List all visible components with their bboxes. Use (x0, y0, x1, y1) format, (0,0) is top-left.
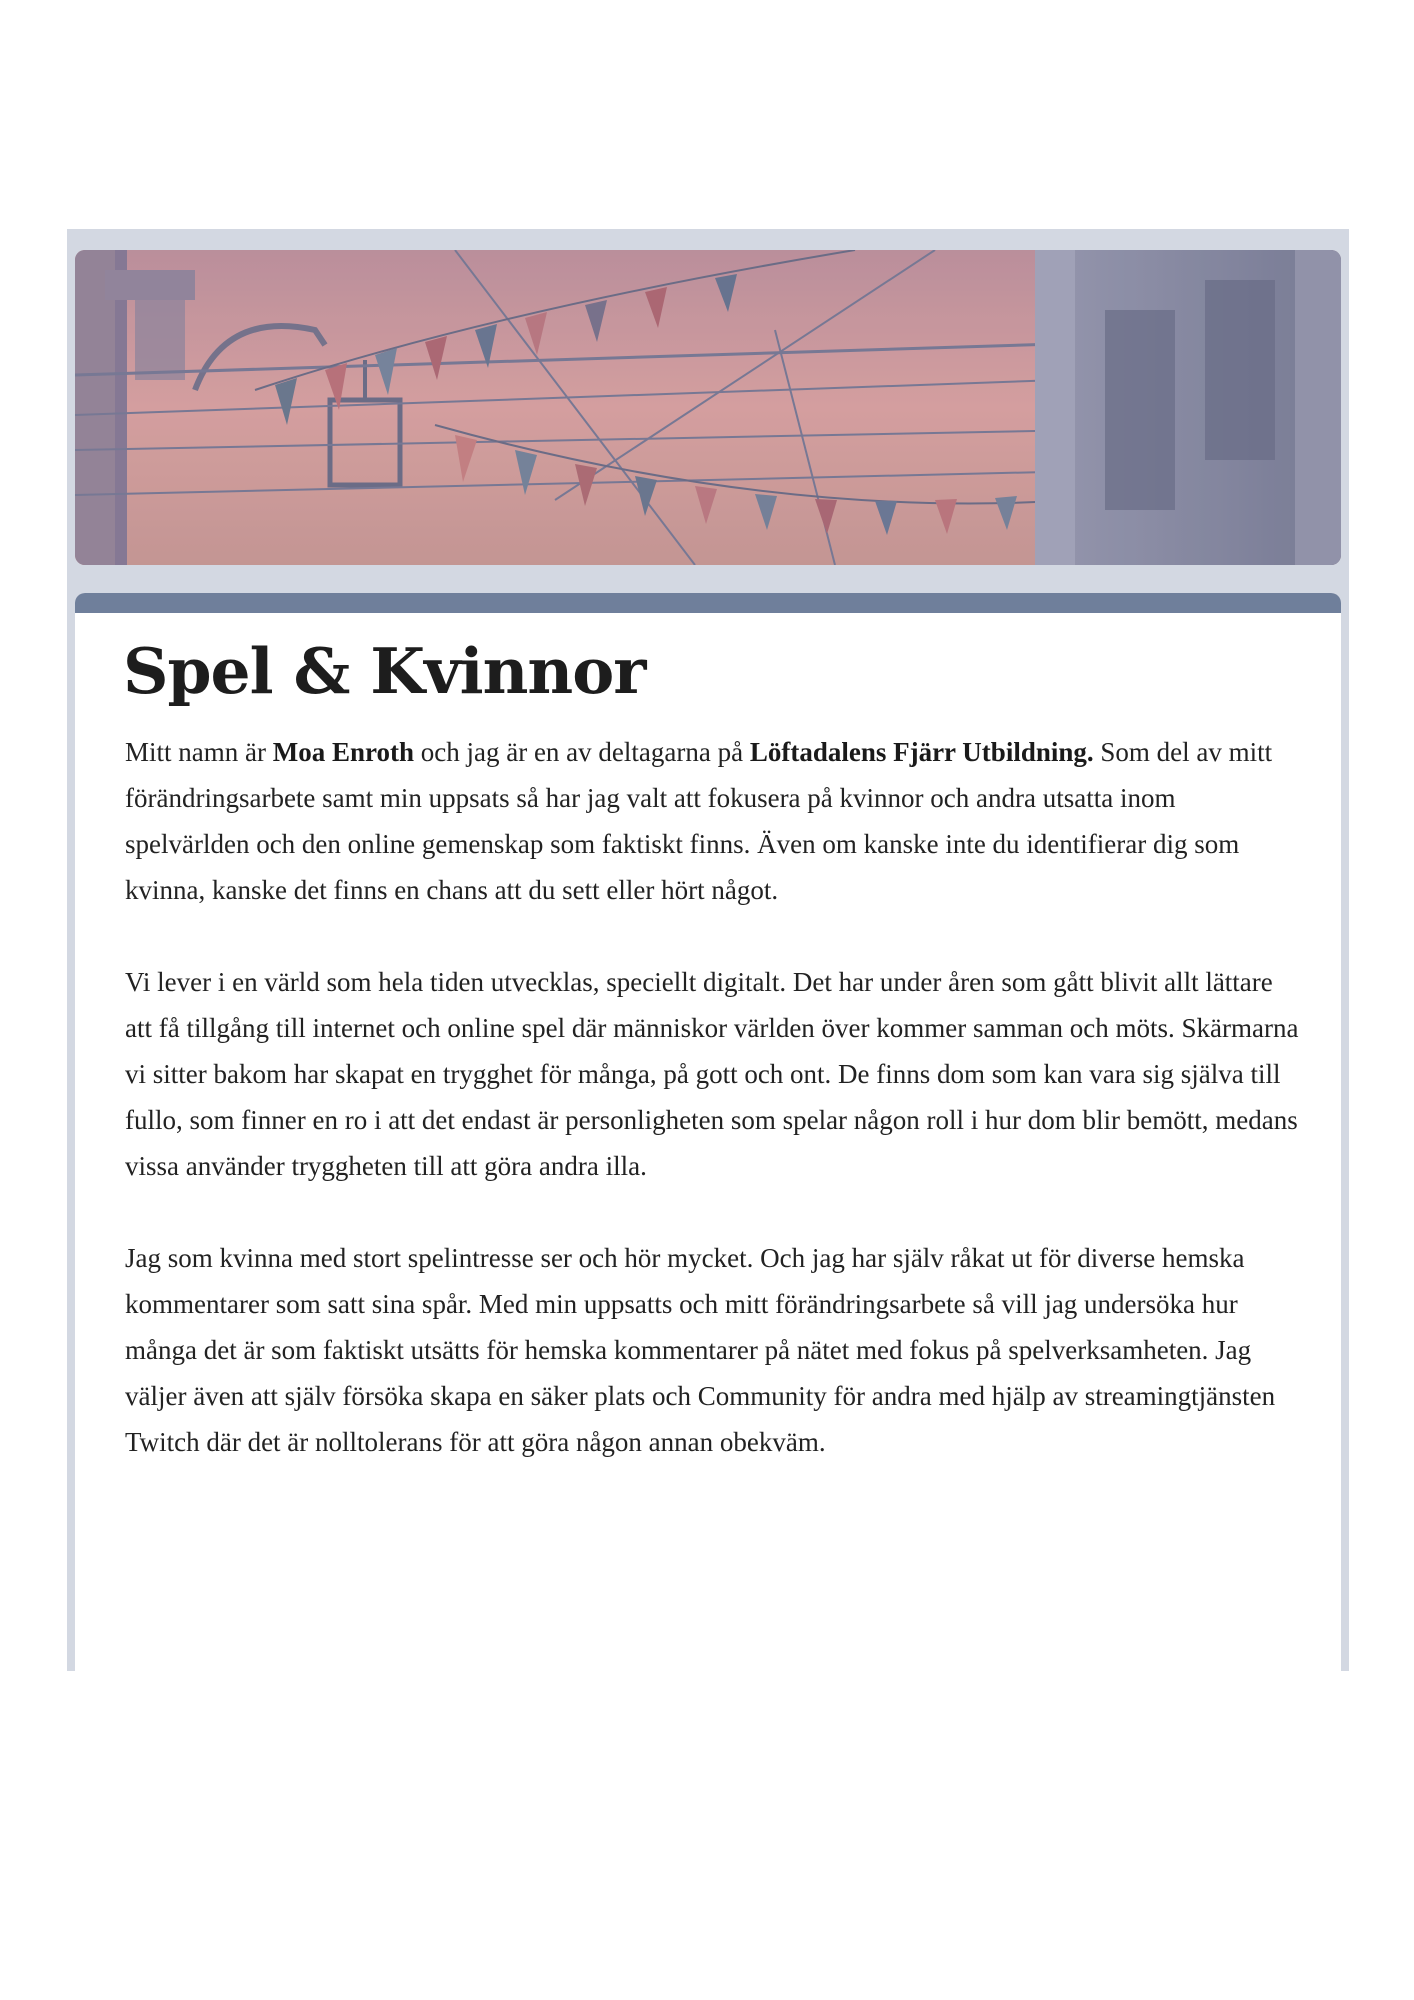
street-bunting-illustration (75, 250, 1341, 565)
intro-text-middle: och jag är en av deltagarna på (414, 737, 750, 767)
form-header-card (75, 593, 1341, 1671)
form-title: Spel & Kvinnor (123, 634, 646, 708)
intro-text-start: Mitt namn är (125, 737, 273, 767)
paragraph-digital-world: Vi lever i en värld som hela tiden utvecklas, speciellt digitalt. Det har under åren som gått blivit allt lättare att få tillgång till internet och online spel där människor världen över kommer samman och möts. Skärmarna vi sitter bakom har skapat en trygghet för många, på gott och ont. De finns dom som kan vara sig själva till fullo, som finner en ro i att det endast är personligheten som spelar någon roll i hur dom blir bemött, medans vissa använder tryggheten till att göra andra illa. (125, 967, 1299, 1181)
intro-paragraph (125, 729, 1305, 913)
card-accent-bar (75, 593, 1341, 613)
form-frame (67, 229, 1349, 1671)
paragraph-personal-experience: Jag som kvinna med stort spelintresse ser och hör mycket. Och jag har själv råkat ut för diverse hemska kommentarer som satt sina spår. Med min uppsatts och mitt förändringsarbete så vill jag undersöka hur många det är som faktiskt utsätts för hemska kommentarer på nätet med fokus på spelverksamheten. Jag väljer även att själv försöka skapa en säker plats och Community för andra med hjälp av streamingtjänsten Twitch där det är nolltolerans för att göra någon annan obekväm. (125, 1243, 1276, 1457)
header-banner-image (75, 250, 1341, 565)
intro-text-end: Som del av mitt förändringsarbete samt min uppsats så har jag valt att fokusera på kvinnor och andra utsatta inom spelvärlden och den online gemenskap som faktiskt finns. Även om kanske inte du identifierar dig som kvinna, kanske det finns en chans att du sett eller hört något. (125, 737, 1273, 905)
author-name: Moa Enroth (272, 737, 414, 767)
form-description (125, 729, 1305, 1511)
school-name: Löftadalens Fjärr Utbildning. (749, 737, 1094, 767)
